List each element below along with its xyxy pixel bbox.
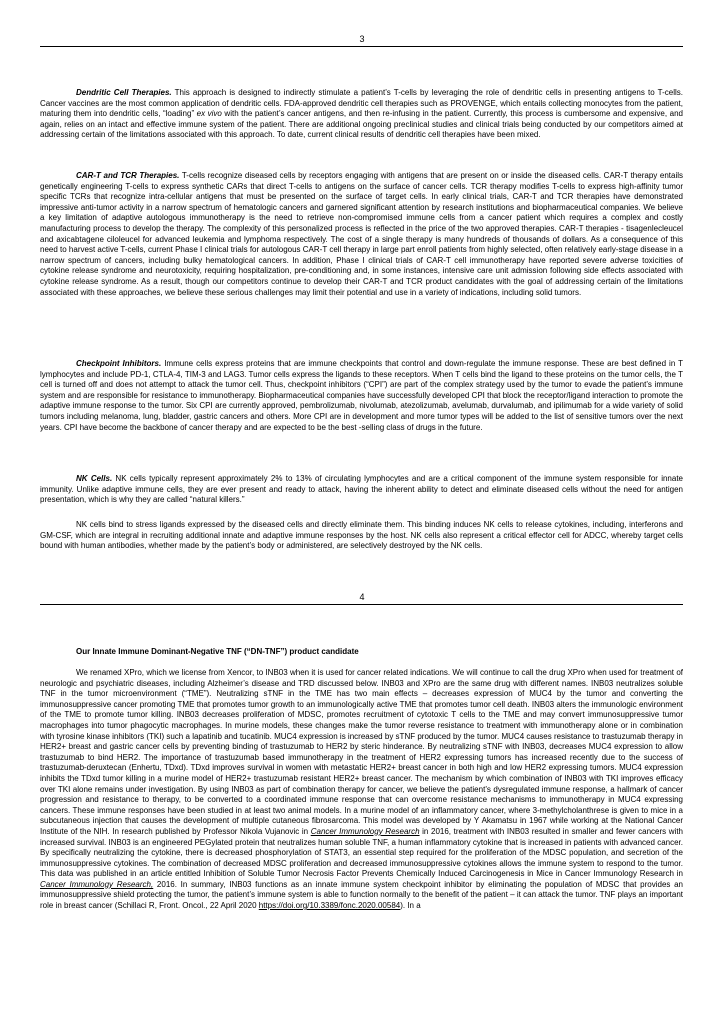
dendritic-lead: Dendritic Cell Therapies. (76, 88, 172, 97)
nk-text: NK cells typically represent approximately 2% to 13% of circulating lymphocytes and are a critical component of the immune system responsible for innate immunity. Unlike adaptive immune cells, they are ever present and ready to attack, having the inherent ability to detect and eliminate diseased cells without the need for antigen presentation, which is why they are called “natural killers.” (40, 474, 684, 505)
nk-lead: NK Cells. (76, 474, 113, 483)
journal-link-1[interactable]: Cancer Immunology Research (310, 826, 420, 836)
page-number-4: 4 (359, 592, 365, 602)
checkpoint-text: Immune cells express proteins that are immune checkpoints that control and down-regulate the immune response. These are best defined in T lymphocytes and include PD-1, CTLA-4, TIM-3 and LAG3. Tumor cells express the ligands to these receptors. When T cells bind the ligand to these proteins on the tumor cells, the T cell is turned off and does not attempt to attack the tumor cell. Thus, checkpoint inhibitors (“CPI”) are part of the complex strategy used by the tumor to evade the patient’s immune system and are responsible for resistance to immunotherapy. Biopharmaceutical companies have successfully developed CPI that block the receptor/ligand interaction to promote the adaptive immune response to the tumor. Six CPI are currently approved, pembrolizumab, nivolumab, atezolizumab, avelumab, durvalumab, and ipilimumab for a wide variety of solid tumors including melanoma, lung, bladder, gastric cancers and others. More CPI are in development and more tumor types will be added to the list of sensitive tumors over the next years. CPI have become the backbone of cancer therapy and are expected to be the best -selling class of drugs in the future. (40, 359, 683, 432)
section-heading: Our Innate Immune Dominant-Negative TNF (“DN-TNF”) product candidate (76, 647, 359, 656)
dn-tnf-text-2: in 2016, treatment with INB03 resulted in smaller and fewer cancers with increased survival. INB03 is an engineered PEGylated protein that neutralizes human soluble TNF, a human inflammatory cytokine that is increased in patients with advanced cancer. By specifically neutralizing the cytokine, there is decreased phosphorylation of STAT3, an essential step required for the proliferation of the MDSC population, and secretion of the immunosuppressive cytokines. The combination of decreased MDSC proliferation and decreased immunosuppressive cytokines allows the immune system to respond to the tumor. This data was published in an article entitled Inhibition of Soluble Tumor Necrosis Factor Prevents Chemically Induced Carcinogenesis in Mice in Cancer Immunology Research in (40, 826, 683, 879)
dn-tnf-text-4: ). In a (400, 901, 421, 911)
dendritic-paragraph (40, 88, 683, 141)
header-rule (40, 46, 683, 47)
checkpoint-paragraph (40, 359, 683, 433)
dendritic-text-2: with the patient’s cancer antigens, and then re-infusing in the patient. Currently, this process is cumbersome and expensive, and again, relies on an intact and effective immune system of the patient. There are additional ongoing preclinical studies and clinical trials being conducted by our competitors aimed at addressing certain of the limitations associated with this approach. To date, current clinical results of dendritic cell therapies have been mixed. (40, 109, 683, 140)
page-4-rule (40, 604, 683, 605)
cart-lead: CAR-T and TCR Therapies. (76, 171, 180, 180)
dn-tnf-paragraph (40, 668, 683, 912)
cart-text: T-cells recognize diseased cells by receptors engaging with antigens that are present on or inside the diseased cells. CAR-T therapy entails genetically engineering T-cells to express synthetic CARs that direct T-cells to antigens on the surface of cancer cells. TCR therapy modifies T-cells to express high-affinity tumor specific TCRs that recognize intra-cellular antigens that must be presented on the surface of target cells. In early clinical trials, CAR-T and TCR therapies have demonstrated impressive anti-tumor activity in a narrow spectrum of hematologic cancers and garnered significant attention by research institutions and biopharmaceutical companies. We believe a key limitation of adaptive autologous immunotherapy is the need to retrieve non-compromised immune cells from a cancer patient which requires a complex and costly manufacturing process to develop the therapy. The complexity of this personalized process is reflected in the price of the two approved therapies. CAR-T therapies - tisagenlecleucel and axicabtagene ciloleucel for advanced leukemia and lymphoma respectively. The cost of a single therapy is many hundreds of thousands of dollars. As a consequence of this need to harvest active T-cells, current Phase I clinical trials for autologous CAR-T cell therapy in large part enroll patients from highly selected, often relatively early-stage disease in a narrow spectrum of cancers, including bulky hematological cancers. In addition, Phase I clinical trials of CAR-T cell immunotherapy have reported severe adverse toxicities of cytokine release syndrome and neurotoxicity, requiring hospitalization, pre-conditioning and, in some instances, intensive care unit admission following side effects associated with cytokine release syndrome. As a result, though our competitors continue to develop their CAR-T and TCR product candidates with the goal of addressing certain of the limitations associated with these approaches, we believe these serious challenges may limit their potential and use in a variety of indications, including solid tumors. (40, 171, 684, 297)
nk-paragraph (40, 474, 683, 506)
journal-link-2[interactable]: Cancer Immunology Research, (40, 879, 154, 889)
dendritic-text-1: This approach is designed to indirectly stimulate a patient’s T-cells by leveraging the role of dendritic cells in presenting antigens to T-cells. Cancer vaccines are the most common application of dendritic cells. FDA-approved dendritic cell therapies such as PROVENGE, which entails collecting monocytes from the patient, maturing them into dendritic cells, “loading” (40, 88, 683, 119)
checkpoint-lead: Checkpoint Inhibitors. (76, 359, 162, 368)
dn-tnf-text-3: 2016. In summary, INB03 functions as an innate immune system checkpoint inhibitor by eliminating the population of MDSC that provides an immunosuppressive shield protecting the tumor, the patient’s immune system is able to function normally to the benefit of the patient – it can attack the tumor. TNF plays an important role in breast cancer (Schillaci R, Front. Oncol., 22 April 2020 (40, 879, 683, 911)
dn-tnf-text-1: We renamed XPro, which we license from Xencor, to INB03 when it is used for cancer related indications. We will continue to call the drug XPro when used for treatment of neurologic and psychiatric diseases, including Alzheimer’s disease and TRD discussed below. INB03 and XPro are the same drug with different names. INB03 neutralizes soluble TNF in the tumor microenvironment (“TME”). Neutralizing sTNF in the TME has two main effects – decreases expression of MUC4 by the tumor and converting the immunosuppressive cancer promoting TME that promotes tumor growth to an immunologically active TME that promotes tumor cell death. INB03 alters the immunologic environment of the TME to promote tumor killing. INB03 decreases proliferation of MDSC, promotes recruitment of cytotoxic T cells to the TME and may convert immunosuppressive tumor macrophages into tumor phagocytic macrophages. In murine models, these changes make the tumor reverse resistance to treatment with immunotherapy alone or in combination with tyrosine kinase inhibitors (TKI) such a lapatinib and tucatinib. MUC4 expression is increased by sTNF produced by the tumor. MUC4 causes resistance to trastuzumab therapy in HER2+ breast and gastric cancer cells by preventing binding of trastuzumab to HER2 by steric hinderance. By neutralizing sTNF with INB03, decreases MUC4 expression to allow trastuzumab to bind HER2. The importance of trastuzumab based immunotherapy in the treatment of HER2 expressing tumors has increased recently due to the success of trastuzumab-deruxtecan (Enhertu, TDxd). TDxd improves survival in women with metastatic HER2+ breast cancer in both high and low HER2 expressing tumors. MUC4 expression inhibits the TDxd tumor killing in a murine model of HER2+ trastuzumab resistant HER2+ breast cancer. The mechanism by which combination of INB03 with TKI improves efficacy over TKI alone remains under investigation. By using INB03 as part of combination therapy for cancer, we believe the patient’s dysregulated immune response, a hallmark of cancer progression and resistance to therapy, to be converted to a coordinated immune response that can overcome resistance mechanisms to immunotherapy in MUC4 expressing cancers. These immune responses have been studied in at least two animal models. In a murine model of an inflammatory cancer, where 3-methylcholanthrese is given to mice in a subcutaneous injection that causes the development of multiple cutaneous fibrosarcoma. This model was developed by Y Akamatsu in 1967 while working at the National Cancer Institute of the NIH. In research published by Professor Nikola Vujanovic in (40, 668, 683, 836)
nk-paragraph-2: NK cells bind to stress ligands expressed by the diseased cells and directly eliminate them. This binding induces NK cells to release cytokines, including, interferons and GM-CSF, which are integral in recruiting additional innate and adaptive immune responses by the host. NK cells also represent a critical effector cell for ADCC, whereby target cells bound with human antibodies, whether made by the patient’s body or administered, are selectively destroyed by the NK cells. (40, 520, 683, 551)
ex-vivo-italic: ex vivo (196, 109, 222, 119)
cart-paragraph (40, 171, 683, 298)
doi-link[interactable]: https://doi.org/10.3389/fonc.2020.00584 (258, 901, 401, 911)
page-number-3: 3 (359, 34, 365, 44)
